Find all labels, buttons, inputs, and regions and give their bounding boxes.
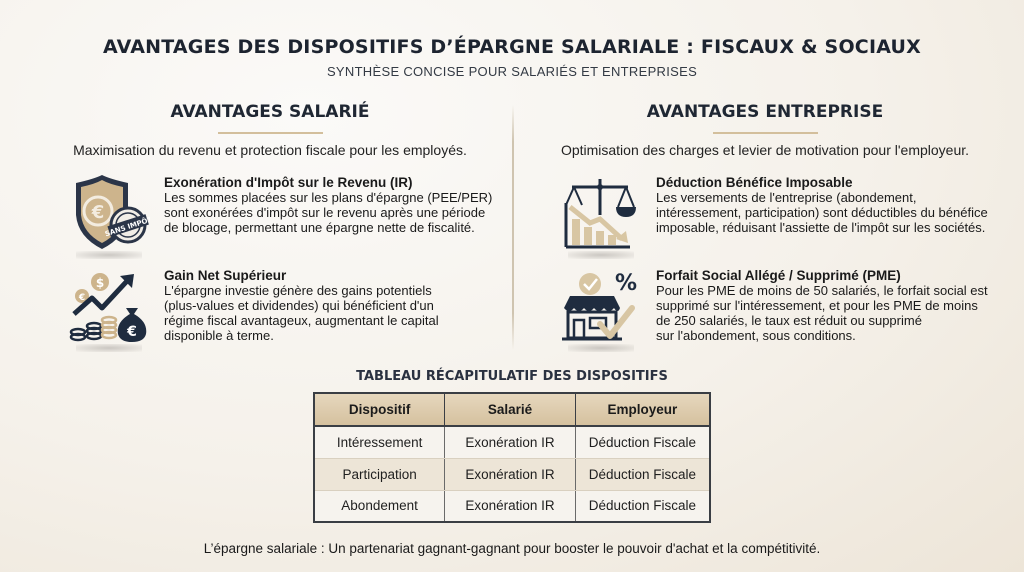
svg-text:€: €	[91, 202, 105, 223]
benefit-item-taxable-profit-deduction	[560, 175, 988, 255]
growth-money-bag-icon	[68, 268, 150, 348]
benefit-line: disponible à terme.	[164, 328, 274, 343]
table-cell: Déduction Fiscale	[575, 458, 710, 490]
table-cell: Déduction Fiscale	[575, 490, 710, 522]
table-row	[314, 458, 710, 490]
benefit-line: imposable, réduisant l'assiette de l'impôt sur les sociétés.	[656, 220, 986, 235]
table-cell: Exonération IR	[445, 490, 576, 522]
benefit-line: (plus-values et dividendes) qui bénéficient d'un	[164, 298, 434, 313]
benefit-text	[656, 175, 988, 255]
benefit-title: Déduction Bénéfice Imposable	[656, 175, 853, 190]
employee-description: Maximisation du revenu et protection fiscale pour les employés.	[73, 142, 467, 158]
summary-table-title: TABLEAU RÉCAPITULATIF DES DISPOSITIFS	[356, 369, 668, 384]
benefit-item-net-gain	[68, 268, 439, 348]
table-cell: Déduction Fiscale	[575, 426, 710, 458]
table-header-row	[314, 393, 710, 426]
benefit-line: supprimé sur l'intéressement, et pour les PME de moins	[656, 298, 978, 313]
heading-underline	[218, 132, 323, 134]
benefit-line: sur l'abondement, sous conditions.	[656, 328, 856, 343]
table-cell: Exonération IR	[445, 458, 576, 490]
benefit-text	[164, 175, 492, 255]
table-cell: Abondement	[314, 490, 445, 522]
benefit-line: Les versements de l'entreprise (abondement,	[656, 190, 917, 205]
benefit-title: Gain Net Supérieur	[164, 268, 287, 283]
benefit-line: intéressement, participation) sont déductibles du bénéfice	[656, 205, 988, 220]
scale-declining-chart-icon	[560, 175, 642, 255]
column-header-employeur: Employeur	[575, 393, 710, 426]
svg-text:%: %	[614, 271, 638, 296]
benefit-line: de blocage, permettant une épargne nette de fiscalité.	[164, 220, 475, 235]
svg-text:€: €	[127, 324, 137, 340]
benefit-line: Les sommes placées sur les plans d'épargne (PEE/PER)	[164, 190, 493, 205]
summary-table	[313, 392, 711, 523]
column-divider	[512, 105, 514, 350]
benefit-title: Forfait Social Allégé / Supprimé (PME)	[656, 268, 901, 283]
svg-text:$: $	[95, 276, 105, 290]
table-cell: Intéressement	[314, 426, 445, 458]
benefit-line: régime fiscal avantageux, augmentant le capital	[164, 313, 439, 328]
benefit-line: Pour les PME de moins de 50 salariés, le forfait social est	[656, 283, 988, 298]
svg-text:€: €	[78, 293, 86, 303]
table-row	[314, 490, 710, 522]
benefit-text	[656, 268, 988, 348]
table-cell: Exonération IR	[445, 426, 576, 458]
benefit-title: Exonération d'Impôt sur le Revenu (IR)	[164, 175, 413, 190]
column-header-salarie: Salarié	[445, 393, 576, 426]
benefit-item-ir-exemption	[68, 175, 492, 255]
column-header-dispositif: Dispositif	[314, 393, 445, 426]
employer-heading: AVANTAGES ENTREPRISE	[646, 102, 884, 122]
footer-tagline: L’épargne salariale : Un partenariat gagnant-gagnant pour booster le pouvoir d'achat et la compétitivité.	[203, 541, 821, 556]
benefit-line: de 250 salariés, le taux est réduit ou supprimé	[656, 313, 922, 328]
page-title: AVANTAGES DES DISPOSITIFS D’ÉPARGNE SALARIALE : FISCAUX & SOCIAUX	[102, 36, 922, 58]
heading-underline	[713, 132, 818, 134]
table-row	[314, 426, 710, 458]
shop-percent-check-icon	[560, 268, 642, 348]
benefit-text	[164, 268, 439, 348]
employer-description: Optimisation des charges et levier de motivation pour l'employeur.	[560, 142, 970, 158]
benefit-item-forfait-social	[560, 268, 988, 348]
page-subtitle: SYNTHÈSE CONCISE POUR SALARIÉS ET ENTREPRISES	[326, 64, 698, 79]
employer-benefits-column	[545, 100, 985, 158]
benefit-line: sont exonérées d'impôt sur le revenu après une période	[164, 205, 486, 220]
employee-heading: AVANTAGES SALARIÉ	[170, 102, 370, 122]
table-cell: Participation	[314, 458, 445, 490]
shield-euro-sans-impot-icon	[68, 175, 150, 255]
employee-benefits-column	[60, 100, 480, 158]
benefit-line: L'épargne investie génère des gains potentiels	[164, 283, 432, 298]
svg-text:SANS IMPÔT: SANS IMPÔT	[103, 215, 150, 239]
